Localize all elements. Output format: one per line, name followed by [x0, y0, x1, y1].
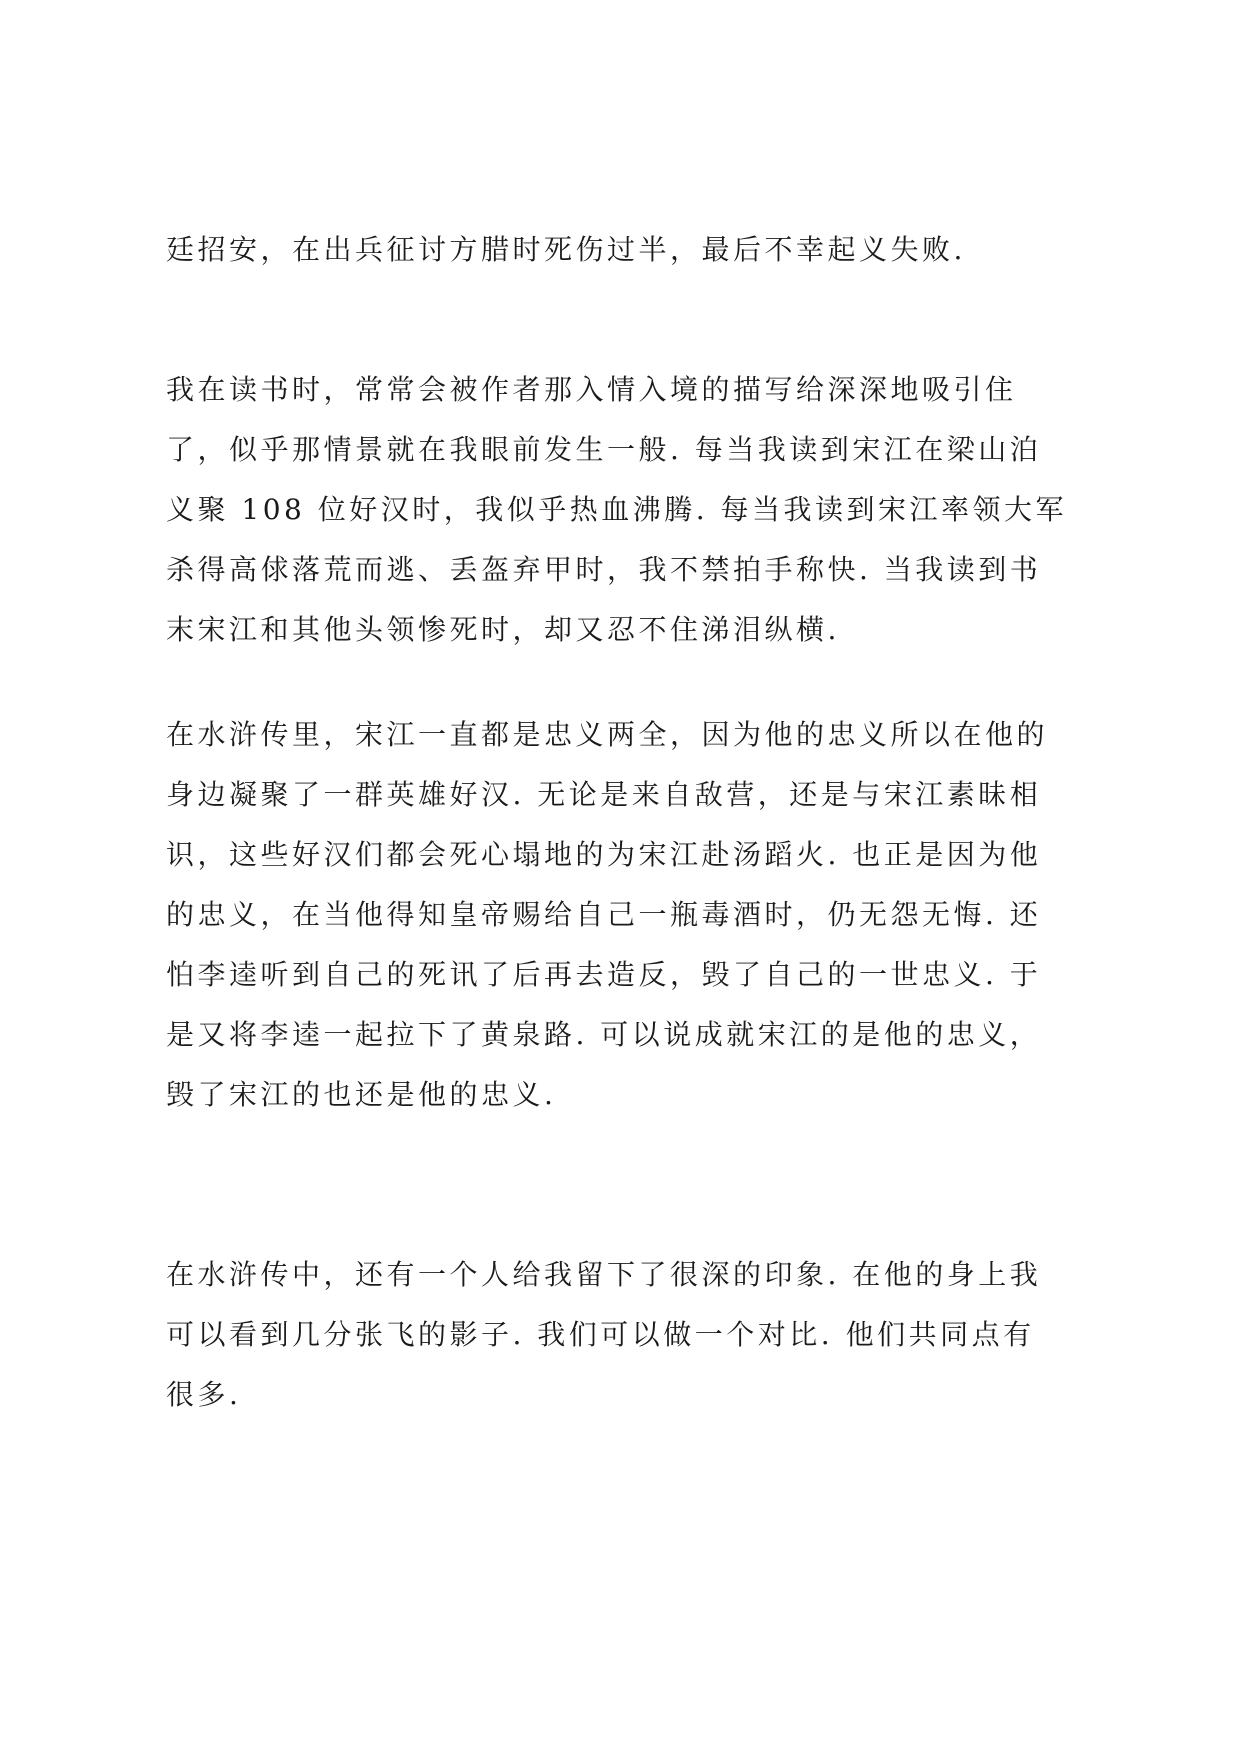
text-line: 的忠义，在当他得知皇帝赐给自己一瓶毒酒时，仍无怨无悔. 还 [166, 898, 1042, 931]
text-line: 末宋江和其他头领惨死时，却又忍不住涕泪纵横. [166, 613, 840, 646]
text-line: 识，这些好汉们都会死心塌地的为宋江赴汤蹈火. 也正是因为他 [166, 838, 1042, 871]
text-line: 身边凝聚了一群英雄好汉. 无论是来自敌营，还是与宋江素昧相 [166, 778, 1042, 811]
paragraph-4 [166, 1245, 1086, 1425]
paragraph-3 [166, 705, 1086, 1125]
paragraph-2 [166, 360, 1086, 660]
text-line: 怕李逵听到自己的死讯了后再去造反，毁了自己的一世忠义. 于 [166, 958, 1042, 991]
text-line: 廷招安，在出兵征讨方腊时死伤过半，最后不幸起义失败. [166, 233, 966, 266]
text-line: 杀得高俅落荒而逃、丢盔弃甲时，我不禁拍手称快. 当我读到书 [166, 553, 1042, 586]
paragraph-1 [166, 220, 1086, 280]
text-line: 我在读书时，常常会被作者那入情入境的描写给深深地吸引住 [166, 373, 1017, 406]
text-line: 义聚 108 位好汉时，我似乎热血沸腾. 每当我读到宋江率领大军 [166, 493, 1068, 526]
text-line: 了，似乎那情景就在我眼前发生一般. 每当我读到宋江在梁山泊 [166, 433, 1042, 466]
text-line: 在水浒传里，宋江一直都是忠义两全，因为他的忠义所以在他的 [166, 718, 1049, 751]
text-line: 可以看到几分张飞的影子. 我们可以做一个对比. 他们共同点有 [166, 1318, 1035, 1351]
text-line: 在水浒传中，还有一个人给我留下了很深的印象. 在他的身上我 [166, 1258, 1042, 1291]
text-line: 是又将李逵一起拉下了黄泉路. 可以说成就宋江的是他的忠义， [166, 1018, 1042, 1051]
text-line: 很多. [166, 1378, 242, 1411]
text-line: 毁了宋江的也还是他的忠义. [166, 1078, 557, 1111]
